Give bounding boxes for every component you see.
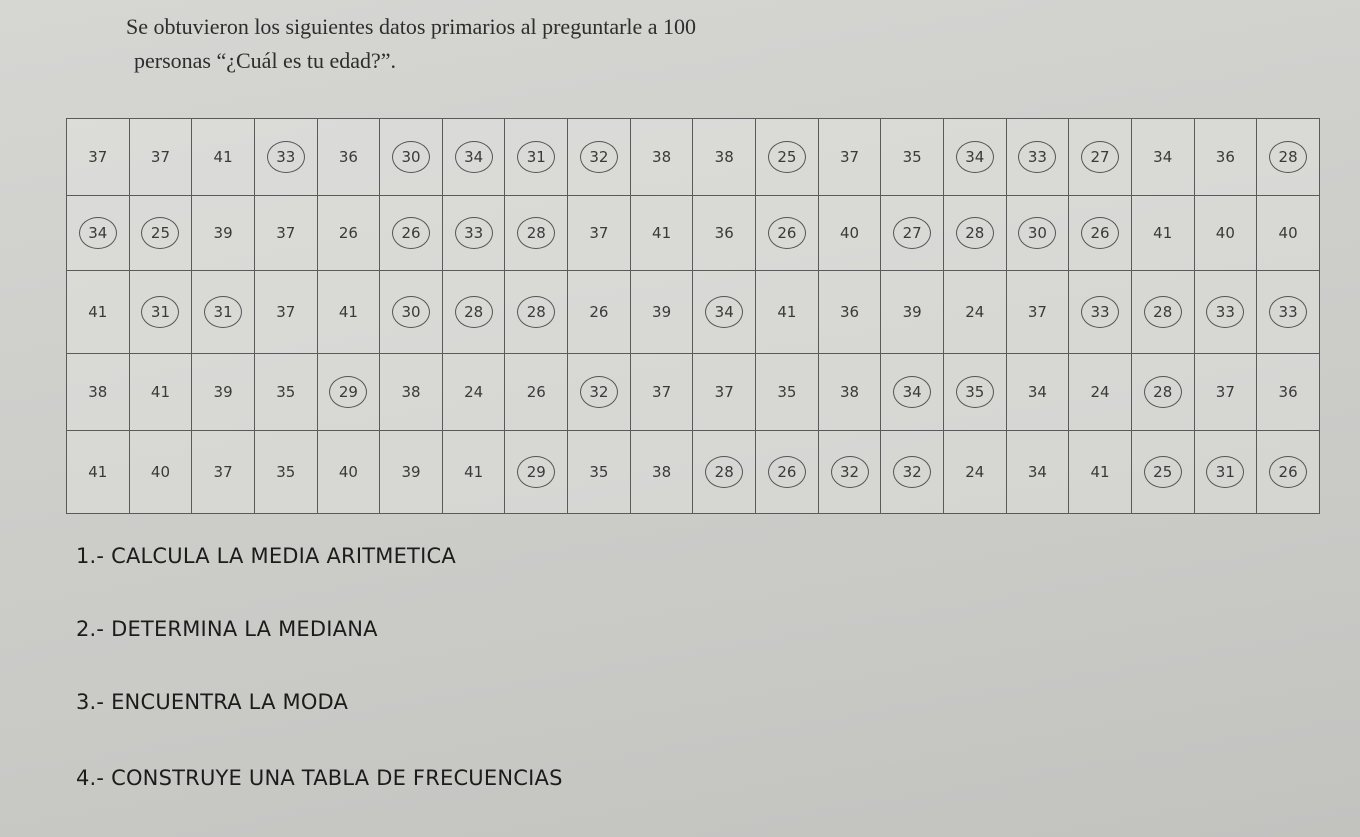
table-cell bbox=[693, 354, 756, 431]
circled-age-value: 28 bbox=[956, 217, 994, 249]
table-cell bbox=[442, 354, 505, 431]
ages-data-table bbox=[66, 118, 1320, 514]
question-1: 1.- CALCULA LA MEDIA ARITMETICA bbox=[76, 544, 456, 568]
table-cell bbox=[380, 196, 443, 271]
table-cell bbox=[1069, 354, 1132, 431]
table-cell bbox=[630, 271, 693, 354]
table-cell bbox=[1069, 271, 1132, 354]
table-cell bbox=[1131, 196, 1194, 271]
circled-age-value: 34 bbox=[893, 376, 931, 408]
age-value: 37 bbox=[839, 148, 860, 166]
age-value: 36 bbox=[338, 148, 358, 166]
table-cell bbox=[943, 431, 1006, 514]
table-cell bbox=[129, 196, 192, 271]
table-cell bbox=[1194, 271, 1257, 354]
circled-age-value: 29 bbox=[517, 456, 555, 488]
table-cell bbox=[818, 431, 881, 514]
age-value: 36 bbox=[839, 303, 860, 321]
table-row bbox=[67, 431, 1320, 514]
table-cell bbox=[254, 119, 317, 196]
circled-age-value: 33 bbox=[1206, 296, 1244, 328]
circled-age-value: 31 bbox=[204, 296, 242, 328]
circled-age-value: 32 bbox=[580, 376, 618, 408]
question-4: 4.- CONSTRUYE UNA TABLA DE FRECUENCIAS bbox=[76, 766, 563, 790]
table-cell bbox=[129, 119, 192, 196]
age-value: 24 bbox=[965, 463, 985, 481]
table-cell bbox=[317, 196, 380, 271]
age-value: 41 bbox=[338, 303, 358, 321]
age-value: 41 bbox=[652, 224, 672, 242]
age-value: 24 bbox=[464, 383, 484, 401]
table-cell bbox=[1006, 271, 1069, 354]
circled-age-value: 35 bbox=[956, 376, 994, 408]
table-cell bbox=[943, 354, 1006, 431]
question-2: 2.- DETERMINA LA MEDIANA bbox=[76, 617, 378, 641]
table-cell bbox=[254, 196, 317, 271]
circled-age-value: 26 bbox=[768, 456, 806, 488]
table-cell bbox=[380, 354, 443, 431]
table-cell bbox=[568, 271, 631, 354]
age-value: 41 bbox=[464, 463, 484, 481]
circled-age-value: 31 bbox=[141, 296, 179, 328]
age-value: 39 bbox=[401, 463, 421, 481]
age-value: 26 bbox=[589, 303, 609, 321]
circled-age-value: 30 bbox=[1018, 217, 1056, 249]
circled-age-value: 34 bbox=[455, 141, 493, 173]
age-value: 38 bbox=[401, 383, 421, 401]
table-row bbox=[67, 119, 1320, 196]
circled-age-value: 29 bbox=[329, 376, 367, 408]
table-cell bbox=[192, 196, 255, 271]
age-value: 38 bbox=[652, 463, 672, 481]
table-cell bbox=[1131, 431, 1194, 514]
age-value: 26 bbox=[526, 383, 546, 401]
age-value: 35 bbox=[777, 383, 797, 401]
intro-line-1: Se obtuvieron los siguientes datos primarios al preguntarle a 100 bbox=[126, 14, 697, 39]
table-cell bbox=[568, 431, 631, 514]
table-cell bbox=[881, 196, 944, 271]
circled-age-value: 28 bbox=[1269, 141, 1307, 173]
table-cell bbox=[442, 119, 505, 196]
age-value: 24 bbox=[965, 303, 985, 321]
age-value: 40 bbox=[150, 463, 170, 481]
table-cell bbox=[881, 354, 944, 431]
circled-age-value: 31 bbox=[1206, 456, 1244, 488]
table-cell bbox=[881, 431, 944, 514]
table-cell bbox=[693, 271, 756, 354]
circled-age-value: 28 bbox=[517, 217, 555, 249]
age-value: 26 bbox=[338, 224, 358, 242]
table-cell bbox=[693, 431, 756, 514]
table-cell bbox=[67, 119, 130, 196]
age-value: 41 bbox=[150, 383, 170, 401]
table-cell bbox=[1257, 354, 1320, 431]
table-cell bbox=[317, 271, 380, 354]
table-cell bbox=[505, 119, 568, 196]
circled-age-value: 34 bbox=[79, 217, 117, 249]
circled-age-value: 28 bbox=[1144, 376, 1182, 408]
table-cell bbox=[756, 354, 819, 431]
age-value: 41 bbox=[213, 148, 233, 166]
table-cell bbox=[756, 196, 819, 271]
age-value: 35 bbox=[589, 463, 609, 481]
age-value: 34 bbox=[1027, 463, 1047, 481]
circled-age-value: 33 bbox=[267, 141, 305, 173]
table-cell bbox=[1131, 271, 1194, 354]
table-cell bbox=[943, 271, 1006, 354]
age-value: 41 bbox=[1153, 224, 1173, 242]
table-cell bbox=[380, 119, 443, 196]
circled-age-value: 33 bbox=[1018, 141, 1056, 173]
age-value: 40 bbox=[1278, 224, 1298, 242]
table-cell bbox=[1194, 119, 1257, 196]
circled-age-value: 26 bbox=[392, 217, 430, 249]
age-value: 40 bbox=[1215, 224, 1235, 242]
table-cell bbox=[67, 271, 130, 354]
table-cell bbox=[568, 119, 631, 196]
table-cell bbox=[317, 354, 380, 431]
table-cell bbox=[505, 354, 568, 431]
table-cell bbox=[192, 354, 255, 431]
table-cell bbox=[67, 431, 130, 514]
table-cell bbox=[1069, 431, 1132, 514]
table-cell bbox=[380, 271, 443, 354]
circled-age-value: 30 bbox=[392, 296, 430, 328]
age-value: 41 bbox=[88, 463, 108, 481]
age-value: 39 bbox=[213, 224, 233, 242]
circled-age-value: 33 bbox=[455, 217, 493, 249]
table-cell bbox=[818, 196, 881, 271]
age-value: 40 bbox=[839, 224, 860, 242]
circled-age-value: 25 bbox=[1144, 456, 1182, 488]
circled-age-value: 32 bbox=[580, 141, 618, 173]
table-cell bbox=[505, 271, 568, 354]
table-cell bbox=[67, 354, 130, 431]
table-cell bbox=[1131, 354, 1194, 431]
table-cell bbox=[442, 196, 505, 271]
table-cell bbox=[630, 196, 693, 271]
table-cell bbox=[1257, 431, 1320, 514]
table-cell bbox=[818, 354, 881, 431]
table-cell bbox=[1069, 196, 1132, 271]
age-value: 36 bbox=[1278, 383, 1298, 401]
table-cell bbox=[1194, 354, 1257, 431]
age-value: 35 bbox=[276, 383, 296, 401]
table-cell bbox=[818, 119, 881, 196]
age-value: 37 bbox=[652, 383, 672, 401]
table-cell bbox=[129, 354, 192, 431]
circled-age-value: 26 bbox=[1269, 456, 1307, 488]
table-cell bbox=[943, 196, 1006, 271]
circled-age-value: 27 bbox=[1081, 141, 1119, 173]
table-cell bbox=[380, 431, 443, 514]
age-value: 38 bbox=[652, 148, 672, 166]
circled-age-value: 32 bbox=[831, 456, 869, 488]
table-cell bbox=[317, 431, 380, 514]
table-cell bbox=[1006, 196, 1069, 271]
age-value: 35 bbox=[902, 148, 922, 166]
circled-age-value: 28 bbox=[455, 296, 493, 328]
table-cell bbox=[505, 196, 568, 271]
table-row bbox=[67, 271, 1320, 354]
table-cell bbox=[1257, 196, 1320, 271]
age-value: 37 bbox=[276, 224, 296, 242]
table-cell bbox=[818, 271, 881, 354]
table-cell bbox=[254, 271, 317, 354]
table-cell bbox=[1069, 119, 1132, 196]
table-cell bbox=[442, 271, 505, 354]
age-value: 39 bbox=[652, 303, 672, 321]
table-cell bbox=[67, 196, 130, 271]
age-value: 37 bbox=[589, 224, 609, 242]
table-cell bbox=[756, 431, 819, 514]
table-cell bbox=[192, 431, 255, 514]
table-cell bbox=[693, 196, 756, 271]
intro-text bbox=[126, 10, 966, 78]
circled-age-value: 27 bbox=[893, 217, 931, 249]
table-cell bbox=[943, 119, 1006, 196]
table-cell bbox=[1006, 354, 1069, 431]
age-value: 41 bbox=[88, 303, 108, 321]
circled-age-value: 28 bbox=[705, 456, 743, 488]
age-value: 37 bbox=[150, 148, 170, 166]
age-value: 34 bbox=[1027, 383, 1047, 401]
table-cell bbox=[1131, 119, 1194, 196]
age-value: 37 bbox=[1215, 383, 1235, 401]
circled-age-value: 25 bbox=[141, 217, 179, 249]
age-value: 36 bbox=[714, 224, 734, 242]
table-cell bbox=[881, 119, 944, 196]
age-value: 40 bbox=[338, 463, 358, 481]
circled-age-value: 28 bbox=[517, 296, 555, 328]
table-cell bbox=[192, 119, 255, 196]
circled-age-value: 32 bbox=[893, 456, 931, 488]
circled-age-value: 34 bbox=[956, 141, 994, 173]
circled-age-value: 25 bbox=[768, 141, 806, 173]
intro-line-2: personas “¿Cuál es tu edad?”. bbox=[134, 48, 397, 73]
age-value: 37 bbox=[1027, 303, 1047, 321]
table-cell bbox=[129, 431, 192, 514]
table-cell bbox=[192, 271, 255, 354]
table-cell bbox=[568, 196, 631, 271]
age-value: 38 bbox=[714, 148, 734, 166]
table-cell bbox=[756, 119, 819, 196]
age-value: 36 bbox=[1215, 148, 1235, 166]
table-cell bbox=[630, 431, 693, 514]
table-cell bbox=[630, 354, 693, 431]
age-value: 37 bbox=[714, 383, 734, 401]
age-value: 41 bbox=[1090, 463, 1110, 481]
table-cell bbox=[1257, 119, 1320, 196]
circled-age-value: 28 bbox=[1144, 296, 1182, 328]
question-3: 3.- ENCUENTRA LA MODA bbox=[76, 690, 349, 714]
age-value: 35 bbox=[276, 463, 296, 481]
circled-age-value: 34 bbox=[705, 296, 743, 328]
age-value: 37 bbox=[88, 148, 108, 166]
circled-age-value: 26 bbox=[1081, 217, 1119, 249]
table-cell bbox=[568, 354, 631, 431]
circled-age-value: 26 bbox=[768, 217, 806, 249]
table-cell bbox=[1194, 196, 1257, 271]
table-cell bbox=[254, 431, 317, 514]
age-value: 39 bbox=[902, 303, 922, 321]
table-cell bbox=[693, 119, 756, 196]
age-value: 24 bbox=[1090, 383, 1110, 401]
circled-age-value: 30 bbox=[392, 141, 430, 173]
circled-age-value: 33 bbox=[1269, 296, 1307, 328]
circled-age-value: 31 bbox=[517, 141, 555, 173]
age-value: 34 bbox=[1153, 148, 1173, 166]
age-value: 37 bbox=[276, 303, 296, 321]
age-value: 39 bbox=[213, 383, 233, 401]
table-cell bbox=[1194, 431, 1257, 514]
table-cell bbox=[1006, 119, 1069, 196]
table-row bbox=[67, 354, 1320, 431]
table-cell bbox=[317, 119, 380, 196]
age-value: 38 bbox=[839, 383, 860, 401]
table-cell bbox=[756, 271, 819, 354]
table-cell bbox=[881, 271, 944, 354]
table-cell bbox=[630, 119, 693, 196]
table-cell bbox=[254, 354, 317, 431]
table-row bbox=[67, 196, 1320, 271]
table-cell bbox=[129, 271, 192, 354]
age-value: 38 bbox=[88, 383, 108, 401]
age-value: 41 bbox=[777, 303, 797, 321]
age-value: 37 bbox=[213, 463, 233, 481]
table-cell bbox=[1257, 271, 1320, 354]
table-cell bbox=[1006, 431, 1069, 514]
table-cell bbox=[442, 431, 505, 514]
table-cell bbox=[505, 431, 568, 514]
circled-age-value: 33 bbox=[1081, 296, 1119, 328]
